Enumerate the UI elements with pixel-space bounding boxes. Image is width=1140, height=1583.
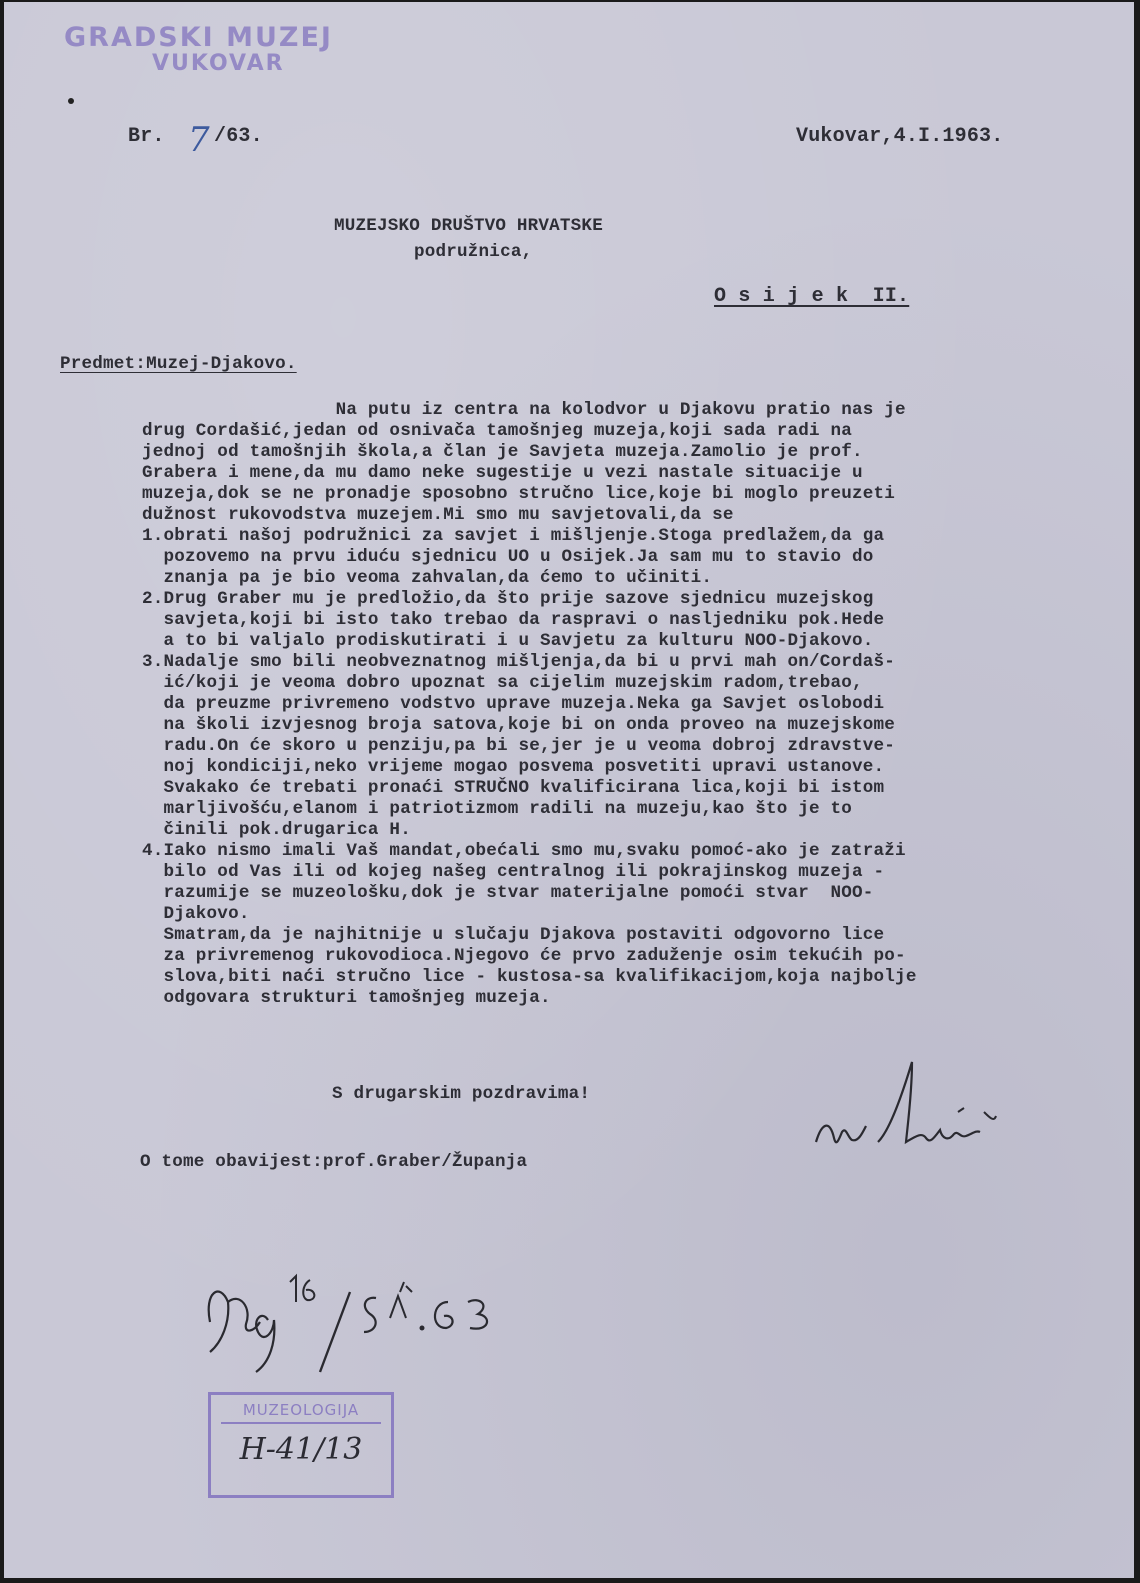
body-line: pozovemo na prvu iduću sjednicu UO u Osijek.Ja sam mu to stavio do	[142, 547, 874, 567]
body-line: radu.On će skoro u penziju,pa bi se,jer je u veoma dobroj zdravstve-	[142, 736, 896, 756]
body-line: da preuzme privremeno vodstvo uprave muzeja.Neka ga Savjet oslobodi	[142, 694, 885, 714]
body-line: 2.Drug Graber mu je predložio,da što prije sazove sjednicu muzejskog	[142, 589, 874, 609]
museum-stamp	[64, 22, 404, 76]
body-line: Djakovo.	[142, 904, 250, 924]
body-line: odgovara strukturi tamošnjeg muzeja.	[142, 988, 551, 1008]
body-line: marljivošću,elanom i patriotizmom radili na muzeju,kao što je to	[142, 799, 853, 819]
body-line: znanja pa je bio veoma zahvalan,da ćemo to učiniti.	[142, 568, 713, 588]
body-line: Na putu iz centra na kolodvor u Djakovu pratio nas je	[142, 400, 906, 420]
body-line: savjeta,koji bi isto tako trebao da raspravi o nasljedniku pok.Hede	[142, 610, 885, 630]
collection-stamp-label: MUZEOLOGIJA	[221, 1401, 381, 1424]
closing-greeting: S drugarskim pozdravima!	[332, 1084, 591, 1104]
handwritten-signature	[808, 1042, 1018, 1172]
body-line: jednoj od tamošnjih škola,a član je Savjeta muzeja.Zamolio je prof.	[142, 442, 863, 462]
ref-suffix: /63.	[214, 125, 263, 148]
body-line: 4.Iako nismo imali Vaš mandat,obećali smo mu,svaku pomoć-ako je zatraži	[142, 841, 906, 861]
body-line: ić/koji je veoma dobro upoznat sa cijelim muzejskim radom,trebao,	[142, 673, 863, 693]
handwritten-registry-note	[200, 1262, 530, 1382]
body-line: a to bi valjalo prodiskutirati i u Savjetu za kulturu NOO-Djakovo.	[142, 631, 874, 651]
document-page	[4, 2, 1134, 1578]
place-date: Vukovar,4.I.1963.	[796, 125, 1004, 148]
collection-stamp-number: H-41/13	[239, 1432, 363, 1467]
cc-note: O tome obavijest:prof.Graber/Županja	[140, 1152, 528, 1172]
body-line: Svakako će trebati pronaći STRUČNO kvalificirana lica,koji bi istom	[142, 778, 885, 798]
ink-dot	[68, 98, 74, 104]
body-line: muzeja,dok se ne pronadje sposobno stručno lice,koje bi moglo preuzeti	[142, 484, 896, 504]
recipient-branch: podružnica,	[414, 242, 533, 262]
ref-prefix: Br.	[128, 125, 165, 148]
body-line: na školi izvjesnog broja satova,koje bi on onda proveo na muzejskome	[142, 715, 896, 735]
body-line: 3.Nadalje smo bili neobveznatnog mišljenja,da bi u prvi mah on/Cordaš-	[142, 652, 896, 672]
collection-stamp	[208, 1392, 394, 1498]
letter-body	[142, 400, 917, 1009]
body-line: dužnost rukovodstva muzejem.Mi smo mu savjetovali,da se	[142, 505, 734, 525]
body-line: bilo od Vas ili od kojeg našeg centralnog ili pokrajinskog muzeja -	[142, 862, 885, 882]
body-line: noj kondiciji,neko vrijeme mogao posvema posvetiti upravi ustanove.	[142, 757, 885, 777]
body-line: za privremenog rukovodioca.Njegovo će prvo zaduženje osim tekućih po-	[142, 946, 906, 966]
museum-stamp-line2: VUKOVAR	[152, 51, 285, 76]
body-line: drug Cordašić,jedan od osnivača tamošnjeg muzeja,koji sada radi na	[142, 421, 853, 441]
recipient-name: MUZEJSKO DRUŠTVO HRVATSKE	[334, 216, 603, 236]
museum-stamp-line1: GRADSKI MUZEJ	[64, 22, 333, 53]
body-line: Grabera i mene,da mu damo neke sugestije u vezi nastale situacije u	[142, 463, 863, 483]
body-line: činili pok.drugarica H.	[142, 820, 411, 840]
body-line: razumije se muzeološku,dok je stvar materijalne pomoći stvar NOO-	[142, 883, 874, 903]
body-line: 1.obrati našoj podružnici za savjet i mišljenje.Stoga predlažem,da ga	[142, 526, 885, 546]
subject-line: Predmet:Muzej-Djakovo.	[60, 354, 297, 374]
body-line: Smatram,da je najhitnije u slučaju Djakova postaviti odgovorno lice	[142, 925, 885, 945]
body-line: slova,biti naći stručno lice - kustosa-sa kvalifikacijom,koja najbolje	[142, 967, 917, 987]
ref-number-handwritten: 7	[188, 120, 210, 160]
recipient-city: O s i j e k II.	[714, 285, 910, 308]
